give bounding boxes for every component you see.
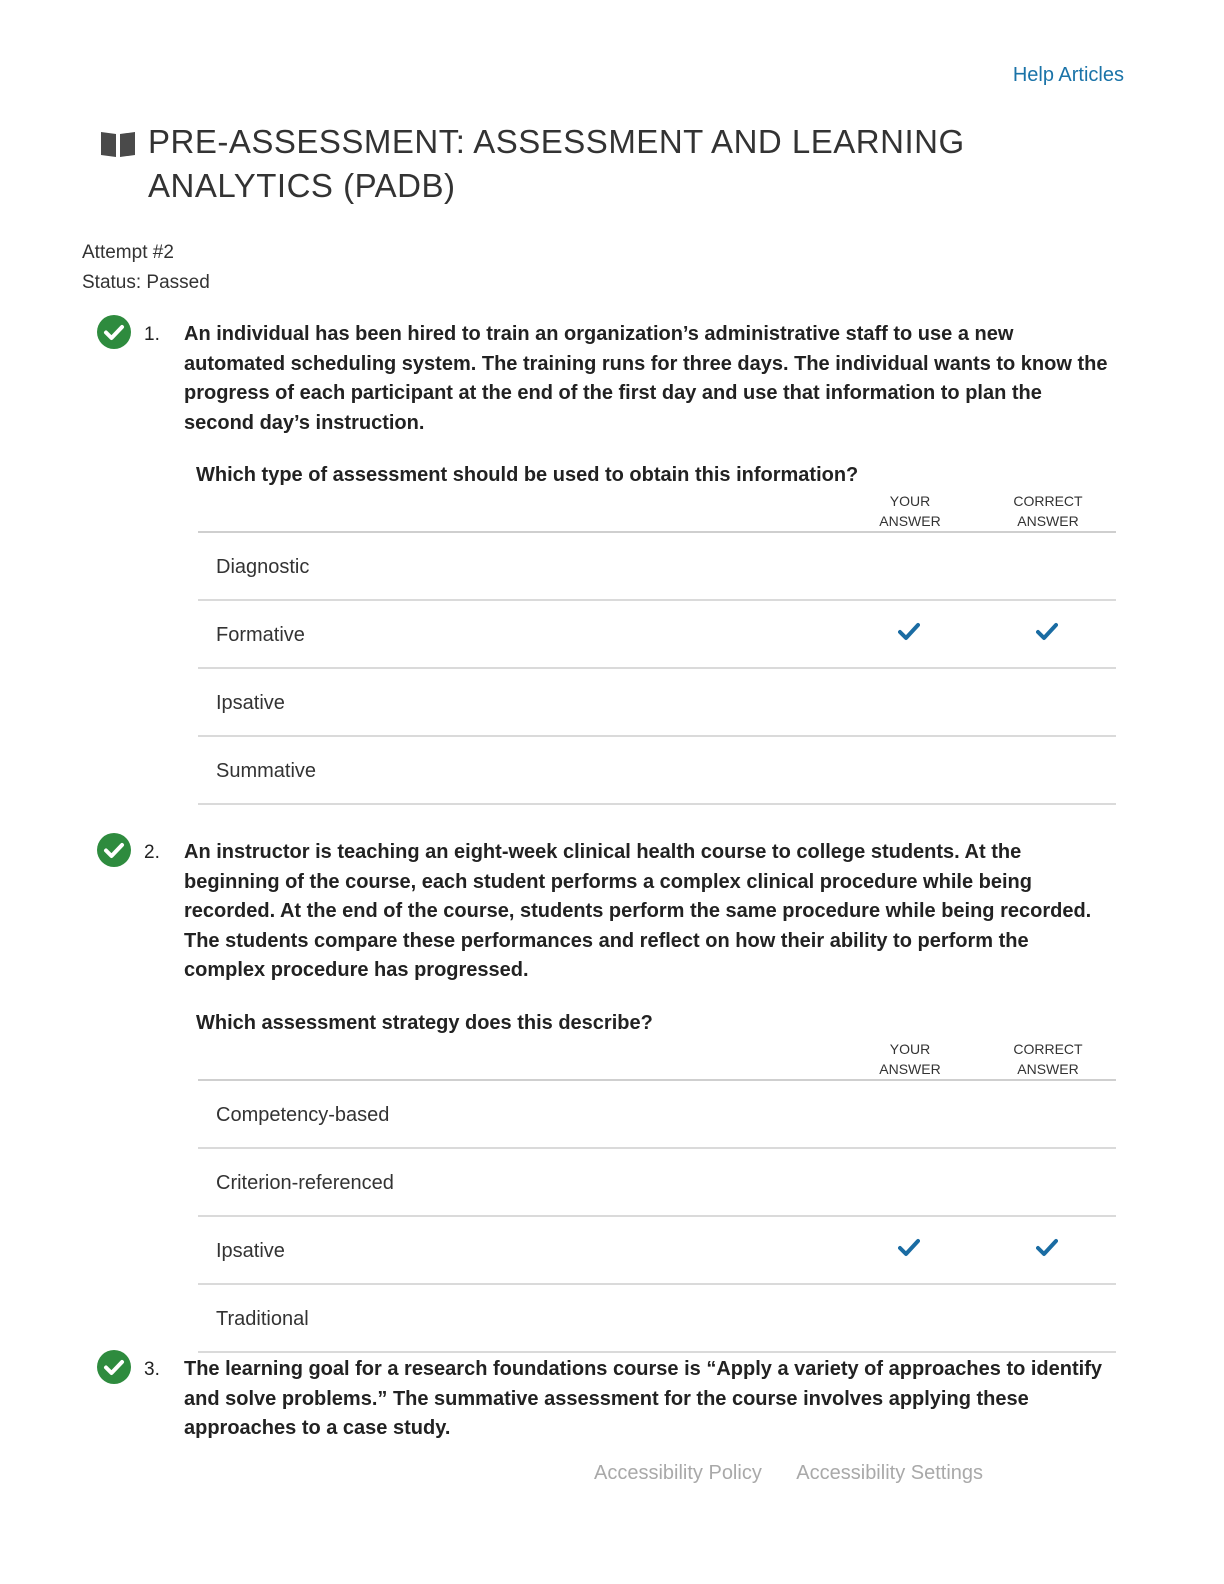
answer-row xyxy=(198,601,1116,669)
correct-answer-check-icon xyxy=(1036,621,1058,643)
answer-table-header xyxy=(198,491,1116,533)
your-answer-header: YOUR ANSWER xyxy=(879,493,941,529)
question-number: 2. xyxy=(144,842,160,863)
question-text: The learning goal for a research foundations course is “Apply a variety of approaches to identify and solve problems.” The summative assessment for the course involves applying these approaches to a case study. xyxy=(184,1358,1102,1439)
answer-row xyxy=(198,737,1116,805)
book-icon xyxy=(100,130,136,158)
question-text: An individual has been hired to train an organization’s administrative staff to use a new automated scheduling system. The training runs for three days. The individual wants to know the progress of each participant at the end of the first day and use that information to plan the second day’s instruction. xyxy=(184,323,1108,434)
answer-table xyxy=(198,1039,1116,1353)
answer-option-label: Traditional xyxy=(216,1307,309,1330)
answer-table xyxy=(198,491,1116,805)
question-3 xyxy=(96,1355,1120,1444)
help-articles-link[interactable]: Help Articles xyxy=(1012,64,1124,86)
question-1 xyxy=(96,320,1120,805)
answer-row xyxy=(198,1285,1116,1353)
your-answer-check-icon xyxy=(898,621,920,643)
footer xyxy=(594,1462,1013,1485)
answer-option-label: Formative xyxy=(216,624,305,646)
title-block xyxy=(100,120,1130,208)
answer-option-label: Ipsative xyxy=(216,692,285,714)
question-number: 1. xyxy=(144,324,160,345)
question-number: 3. xyxy=(144,1359,160,1380)
accessibility-policy-link[interactable]: Accessibility Policy xyxy=(594,1462,762,1484)
check-circle-icon xyxy=(96,314,132,350)
answer-row xyxy=(198,669,1116,737)
answer-option-label: Diagnostic xyxy=(216,556,310,578)
check-circle-icon xyxy=(96,832,132,868)
correct-answer-check-icon xyxy=(1036,1237,1058,1259)
question-prompt: Which assessment strategy does this describe? xyxy=(196,1011,653,1034)
attempt-status: Status: Passed xyxy=(82,272,210,293)
your-answer-header: YOUR ANSWER xyxy=(879,1040,941,1077)
page-title: PRE-ASSESSMENT: ASSESSMENT AND LEARNING ANALYTICS (PADB) xyxy=(148,123,965,204)
attempt-info xyxy=(82,238,210,298)
answer-option-label: Competency-based xyxy=(216,1103,390,1126)
question-2 xyxy=(96,838,1120,1353)
question-text: An instructor is teaching an eight-week clinical health course to college students. At the beginning of the course, each student performs a complex clinical procedure while being recorded. At the end of the course, students perform the same procedure while being recorded. The students compare these performances and reflect on how their ability to perform the complex procedure has progressed. xyxy=(184,841,1092,981)
answer-row xyxy=(198,1081,1116,1149)
accessibility-settings-link[interactable]: Accessibility Settings xyxy=(796,1462,984,1484)
answer-table-header xyxy=(198,1039,1116,1081)
check-circle-icon xyxy=(96,1349,132,1385)
answer-row xyxy=(198,1217,1116,1285)
correct-answer-header: CORRECT ANSWER xyxy=(1013,493,1083,529)
answer-option-label: Criterion-referenced xyxy=(216,1171,394,1194)
your-answer-check-icon xyxy=(898,1237,920,1259)
answer-row xyxy=(198,1149,1116,1217)
attempt-number: Attempt #2 xyxy=(82,242,174,263)
answer-option-label: Summative xyxy=(216,760,317,782)
correct-answer-header: CORRECT ANSWER xyxy=(1013,1040,1083,1077)
question-prompt: Which type of assessment should be used to obtain this information? xyxy=(196,464,859,486)
answer-row xyxy=(198,533,1116,601)
answer-option-label: Ipsative xyxy=(216,1239,285,1262)
